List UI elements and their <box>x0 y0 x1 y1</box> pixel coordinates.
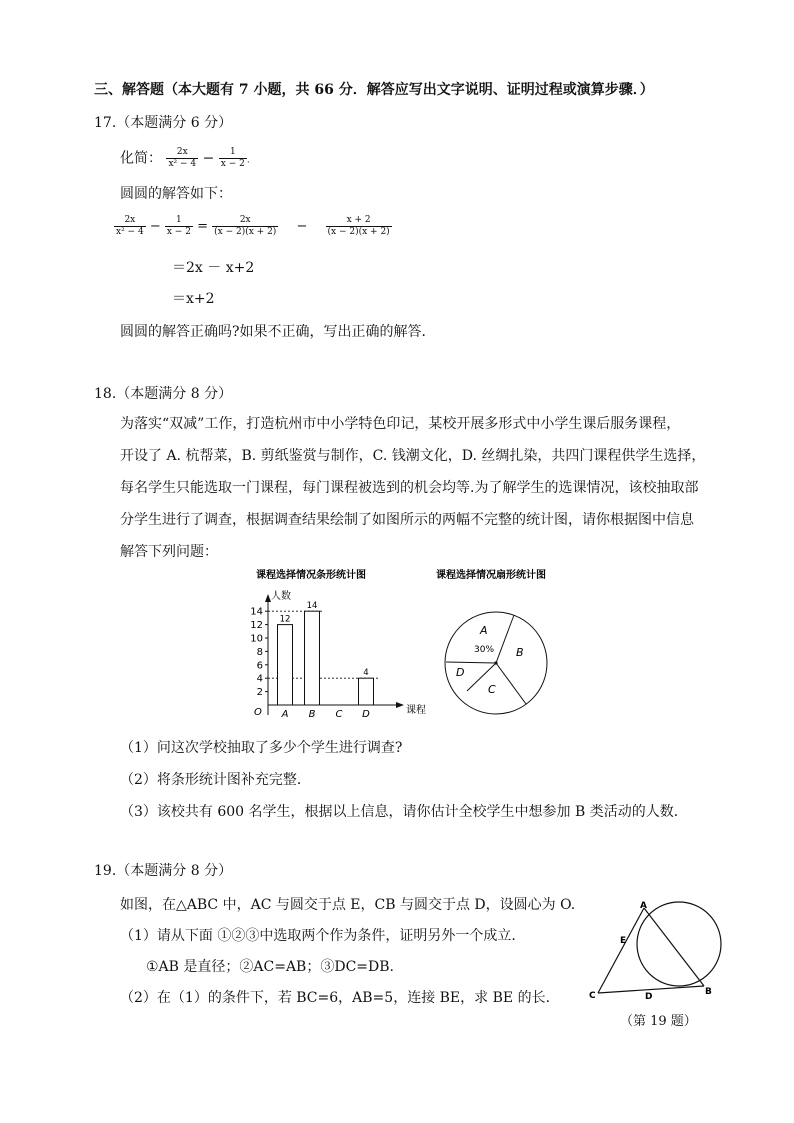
q19-line-1: 如图，在△ABC 中，AC 与圆交于点 E，CB 与圆交于点 D，设圆心为 O. <box>120 897 576 913</box>
minus-sign: − <box>202 150 215 167</box>
q17-header: 17.（本题满分 6 分） <box>94 115 233 131</box>
y-tick-label: 12 <box>250 620 263 632</box>
y-tick-label: 14 <box>250 606 263 618</box>
q19-header: 19.（本题满分 8 分） <box>94 863 233 879</box>
pie-divider-da <box>446 662 496 663</box>
bar-b <box>305 611 320 705</box>
q19-line-4: （2）在（1）的条件下，若 BC=6，AB=5，连接 BE，求 BE 的长. <box>120 990 551 1006</box>
fraction-a: $\frac{2x}{\text{x² − 4}}$ <box>168 147 197 169</box>
y-tick-label: 6 <box>256 660 263 672</box>
pie-annotation: 30% <box>474 645 495 655</box>
fraction-b: $\frac{1}{x - 2}$ <box>220 147 245 169</box>
section-title: 三、解答题（本大题有 7 小题，共 66 分．解答应写出文字说明、证明过程或演算步骤．） <box>94 82 654 98</box>
y-tick-label: 4 <box>256 673 263 685</box>
pie-divider-ab <box>496 615 514 663</box>
point-a-label: A <box>640 901 647 911</box>
q18-sub3: （3）该校共有 600 名学生，根据以上信息，请你估计全校学生中想参加 B 类活动的人数． <box>120 804 688 820</box>
y-tick-label: 8 <box>256 646 263 658</box>
x-axis-label: 课程 <box>406 705 426 716</box>
bar-chart-title: 课程选择情况条形统计图 <box>256 570 366 581</box>
point-e-label: E <box>620 936 627 946</box>
x-axis-arrow <box>396 702 404 708</box>
q17-solution-intro: 圆圆的解答如下： <box>120 186 232 202</box>
q17-question: 圆圆的解答正确吗?如果不正确，写出正确的解答． <box>120 324 436 340</box>
point-c-label: C <box>589 991 596 1001</box>
q19-line-2: （1）请从下面 ①②③中选取两个作为条件，证明另外一个成立. <box>120 928 516 944</box>
y-tick-label: 10 <box>250 633 263 645</box>
pie-label-b: B <box>516 646 524 659</box>
pie-center <box>494 661 497 664</box>
pie-label-d: D <box>456 666 465 679</box>
x-tick-label: D <box>362 709 370 720</box>
y-axis-label: 人数 <box>271 591 291 602</box>
q18-sub2: （2）将条形统计图补充完整． <box>120 772 311 788</box>
q18-sub1: （1）问这次学校抽取了多少个学生进行调查? <box>120 740 403 756</box>
pie-chart-title: 课程选择情况扇形统计图 <box>436 570 546 581</box>
point-d-label: D <box>645 992 653 1002</box>
x-tick-label: B <box>308 709 316 720</box>
bar-plot-area <box>250 589 426 720</box>
pie-chart <box>432 564 562 724</box>
q18-para-line-3: 每名学生只能选取一门课程，每门课程被选到的机会均等.为了解学生的选课情况，该校抽取部 <box>120 480 699 496</box>
q18-para-line-2: 开设了 A. 杭帮菜，B. 剪纸鉴赏与制作，C. 钱潮文化，D. 丝绸扎染，共四门课程供学生选择， <box>120 448 706 464</box>
segment-ab <box>644 908 704 986</box>
bar-chart <box>240 564 430 724</box>
q17-step3: ＝x+2 <box>172 291 215 307</box>
pie-divider-bc <box>496 663 526 704</box>
q17-step1: $\frac{2x}{\text{x² − 4}}$ − $\frac{1}{x - 2}$ = $\frac{2x}{(x - 2)(x + 2)}$ − $\frac{x + 2}{(x - 2)(x + 2)}$ <box>116 215 390 237</box>
q18-para-line-4: 分学生进行了调查，根据调查结果绘制了如图所示的两幅不完整的统计图，请你根据图中信息 <box>120 512 694 528</box>
q17-step2: ＝2x － x+2 <box>172 260 255 276</box>
pie-label-c: C <box>488 683 496 696</box>
bar-data-label: 12 <box>279 614 291 625</box>
origin-label: O <box>254 707 262 718</box>
bar-a <box>278 625 293 705</box>
bar-d <box>359 678 374 705</box>
x-tick-label: C <box>335 709 343 720</box>
bar-data-label: 4 <box>363 668 369 679</box>
simplify-label: 化简： <box>120 150 162 167</box>
y-tick-label: 2 <box>256 687 263 699</box>
pie-label-a: A <box>480 624 488 637</box>
q18-header: 18.（本题满分 8 分） <box>94 386 233 402</box>
point-b-label: B <box>705 987 712 997</box>
q18-para-line-1: 为落实“双减”工作，打造杭州市中小学特色印记，某校开展多形式中小学生课后服务课程， <box>120 416 681 432</box>
geometry-figure <box>584 898 734 1004</box>
x-tick-label: A <box>281 709 289 720</box>
q19-line-3: ①AB 是直径；②AC=AB；③DC=DB. <box>146 959 394 975</box>
q17-expression: 化简： $\frac{2x}{\text{x² − 4}}$ − $\frac{1}{x - 2}$ . <box>120 147 250 169</box>
figure-caption: （第 19 题） <box>620 1014 697 1029</box>
bar-data-label: 14 <box>306 601 318 612</box>
q18-para-line-5: 解答下列问题： <box>120 544 218 560</box>
